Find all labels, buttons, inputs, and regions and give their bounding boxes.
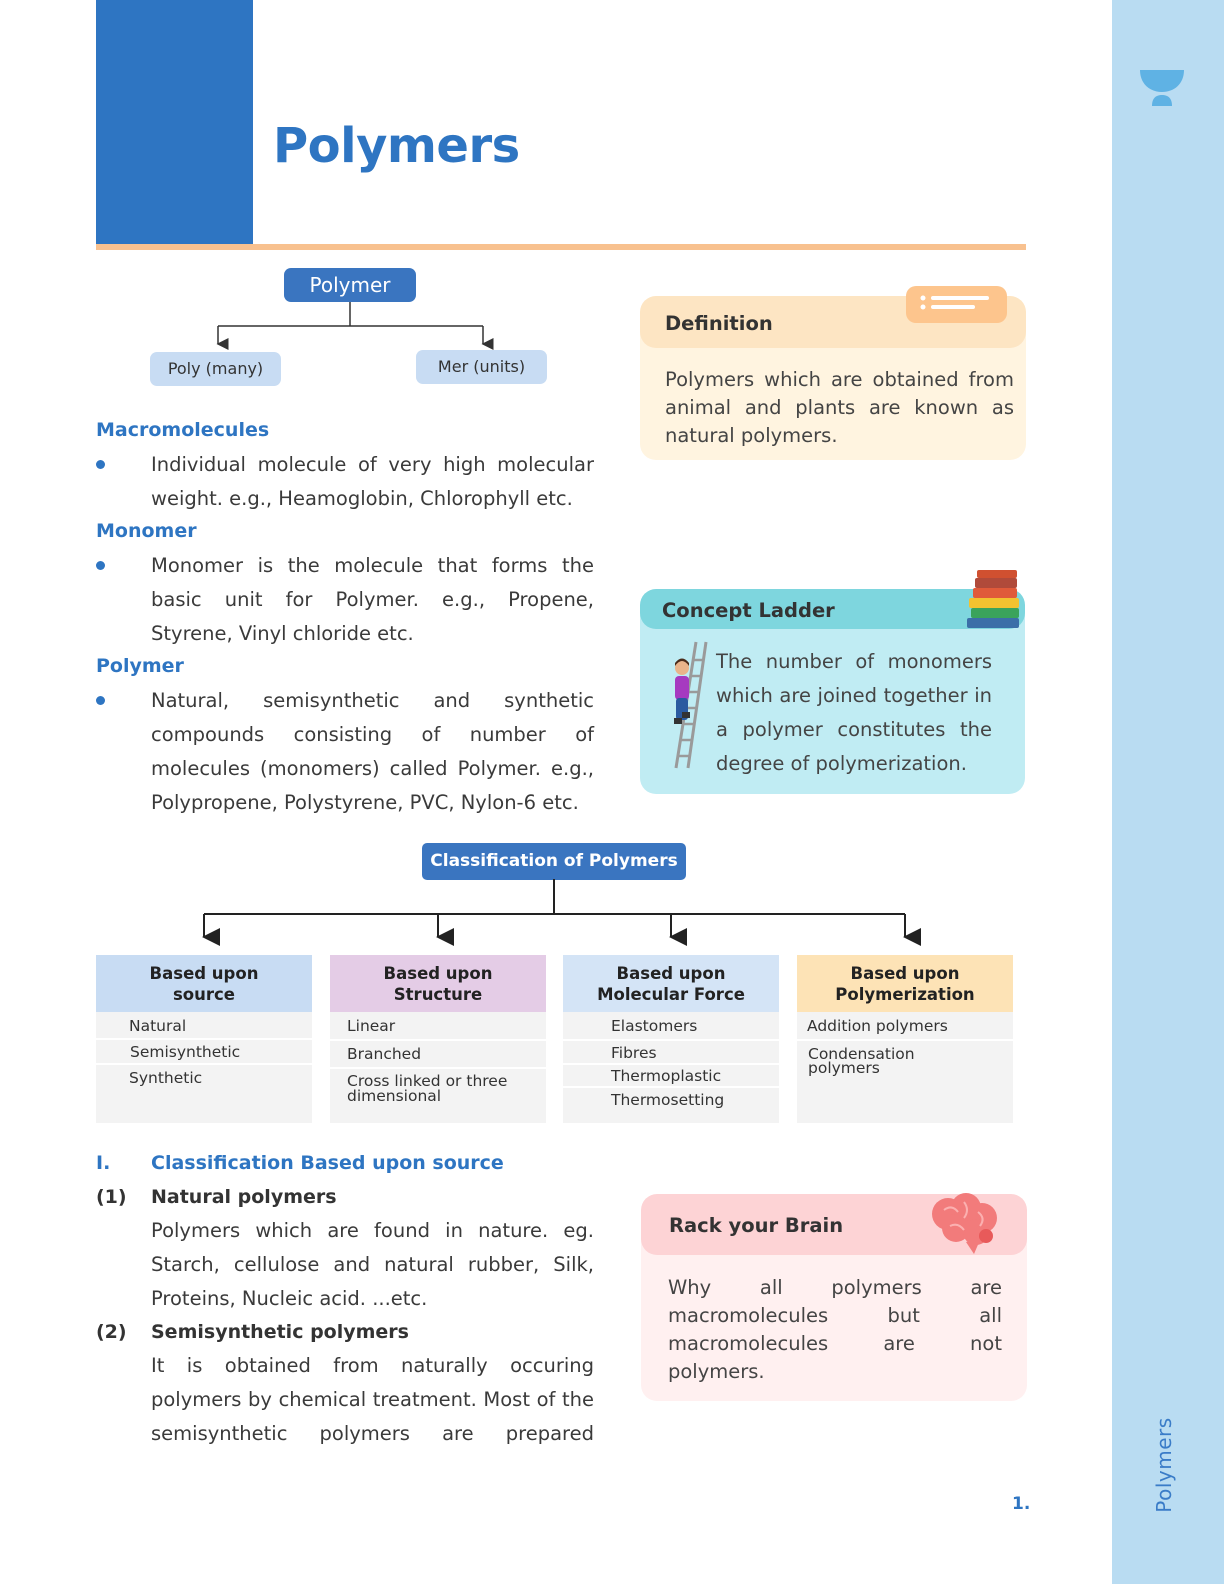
classification-item: Natural (129, 1017, 187, 1035)
classification-item: Addition polymers (807, 1017, 948, 1035)
header-color-block (96, 0, 253, 246)
books-icon (963, 568, 1023, 630)
rack-your-brain-question-end: polymers. (668, 1360, 765, 1383)
classification-column-source (96, 955, 312, 1123)
macromolecules-text: Individual molecule of very high molecular weight. e.g., Heamoglobin, Chlorophyll etc. (151, 453, 594, 510)
definition-card-title: Definition (640, 296, 1026, 348)
divider (797, 1039, 1013, 1041)
divider (563, 1063, 779, 1065)
natural-polymers-text: Polymers which are found in nature. eg. Starch, cellulose and natural rubber, Silk, Proteins, Nucleic acid. ...etc. (151, 1219, 594, 1310)
polymer-heading: Polymer (96, 655, 184, 677)
divider (96, 1038, 312, 1040)
classification-item: Thermosetting (611, 1091, 725, 1109)
classification-item: Thermoplastic (611, 1067, 722, 1085)
column-heading (797, 955, 1013, 1012)
bullet-icon (96, 460, 105, 469)
rack-your-brain-question: Why all polymers are macromolecules but all macromolecules are not (668, 1276, 1002, 1355)
header-divider (96, 244, 1026, 250)
classification-column-polymerization (797, 955, 1013, 1123)
divider (330, 1067, 546, 1069)
classification-connectors (180, 879, 940, 949)
notes-icon (906, 286, 1007, 323)
semisynthetic-polymers-text: It is obtained from naturally occuring polymers by chemical treatment. Most of the semisynthetic polymers are prepared (151, 1354, 594, 1445)
rack-your-brain-text (668, 1274, 1002, 1386)
classification-root: Classification of Polymers (422, 843, 686, 880)
section-title: Classification Based upon source (151, 1152, 504, 1174)
classification-column-structure (330, 955, 546, 1123)
divider (563, 1086, 779, 1088)
column-heading-line-1: Based upon (149, 963, 259, 983)
natural-polymers-title: Natural polymers (151, 1186, 337, 1208)
monomer-heading: Monomer (96, 520, 197, 542)
divider (96, 1063, 312, 1065)
column-heading-line-2: source (172, 984, 235, 1004)
divider (563, 1039, 779, 1041)
concept-ladder-text: The number of monomers which are joined together in a polymer constitutes the degree of polymerization. (716, 650, 992, 775)
ladder-climber-icon (664, 640, 710, 770)
polymer-tree-root: Polymer (284, 268, 416, 302)
classification-item: Semisynthetic (130, 1043, 241, 1061)
classification-item: Synthetic (129, 1069, 203, 1087)
classification-item: Condensation polymers (808, 1045, 915, 1077)
column-heading-line-2: Structure (393, 984, 483, 1004)
logo-icon (1140, 70, 1184, 110)
classification-item: Fibres (611, 1044, 657, 1062)
page-number: 1. (1012, 1494, 1031, 1514)
rack-your-brain-title: Rack your Brain (641, 1194, 1027, 1255)
brain-icon (926, 1192, 1002, 1256)
polymer-tree-mer: Mer (units) (416, 350, 547, 384)
definition-card-text: Polymers which are obtained from animal and plants are known as natural polymers. (665, 368, 1014, 447)
column-heading-line-2: Polymerization (835, 984, 975, 1004)
classification-item: Cross linked or three dimensional (347, 1072, 508, 1105)
bullet-icon (96, 696, 105, 705)
column-heading-line-1: Based upon (383, 963, 493, 983)
bullet-icon (96, 561, 105, 570)
column-heading (96, 955, 312, 1012)
classification-column-molecular-force (563, 955, 779, 1123)
column-heading (330, 955, 546, 1012)
polymer-tree-poly: Poly (many) (150, 352, 281, 386)
classification-item: Branched (347, 1045, 422, 1063)
page-title: Polymers (273, 118, 520, 174)
section-numeral: I. (96, 1152, 111, 1174)
polymer-tree-connectors (180, 300, 520, 356)
semisynthetic-polymers-title: Semisynthetic polymers (151, 1321, 409, 1343)
item-number: (2) (96, 1321, 127, 1343)
classification-item: Linear (347, 1017, 396, 1035)
column-heading-line-1: Based upon (850, 963, 960, 983)
monomer-text: Monomer is the molecule that forms the basic unit for Polymer. e.g., Propene, Styrene, Vinyl chloride etc. (151, 554, 594, 645)
sidebar (1112, 0, 1224, 1584)
sidebar-chapter-label: Polymers (1152, 1417, 1176, 1513)
polymer-text: Natural, semisynthetic and synthetic compounds consisting of number of molecules (monomers) called Polymer. e.g., Polypropene, Polystyrene, PVC, Nylon-6 etc. (151, 689, 594, 814)
item-number: (1) (96, 1186, 127, 1208)
column-heading-line-1: Based upon (616, 963, 726, 983)
column-heading (563, 955, 779, 1012)
column-heading-line-2: Molecular Force (597, 984, 745, 1004)
classification-item: Elastomers (611, 1017, 698, 1035)
macromolecules-heading: Macromolecules (96, 419, 270, 441)
divider (330, 1039, 546, 1041)
concept-ladder-title: Concept Ladder (640, 589, 1025, 629)
